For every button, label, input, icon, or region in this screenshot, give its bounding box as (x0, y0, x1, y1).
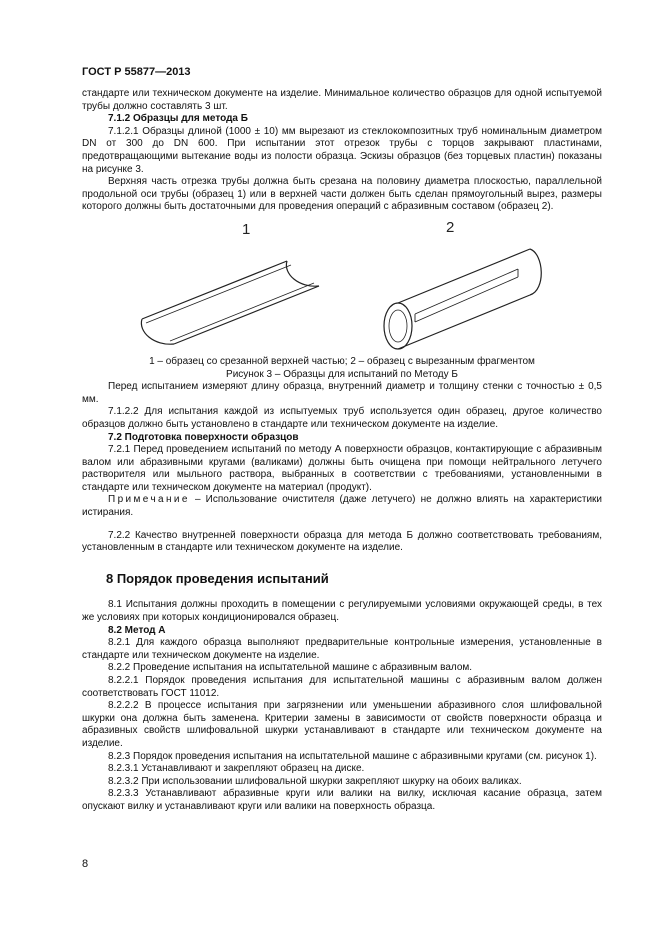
heading-section-8: 8 Порядок проведения испытаний (106, 570, 329, 586)
note-label: Примечание (108, 494, 190, 506)
paragraph-7-2-2: 7.2.2 Качество внутренней поверхности образца для метода Б должно соответствовать требованиям, установленным в стандарте или техническом документе на изделие. (82, 529, 602, 554)
paragraph-7-1-2-1: 7.1.2.1 Образцы длиной (1000 ± 10) мм вырезают из стеклокомпозитных труб номинальным диаметром DN от 300 до DN 600. При испытании этот отрезок трубы с торцов закрывают пластинами, предотвращающими вытекание воды из полости образца. Эскизы образцов (без торцевых пластин) показаны на рисунке 3. (82, 125, 602, 175)
paragraph-measure: Перед испытанием измеряют длину образца, внутренний диаметр и толщину стенки с точностью ± 0,5 мм. (82, 381, 602, 405)
note (82, 494, 602, 519)
heading-7-2: 7.2 Подготовка поверхности образцов (108, 431, 299, 443)
paragraph-8-2-3: 8.2.3 Порядок проведения испытания на испытательной машине с абразивными кругами (см. рисунок 1). (108, 750, 597, 762)
specimen-half-pipe (141, 261, 319, 344)
document-header: ГОСТ Р 55877—2013 (82, 66, 191, 78)
paragraph-8-2-3-3: 8.2.3.3 Устанавливают абразивные круги или валики на вилку, исключая касание образца, затем опускают вилку и устанавливают круги или валики на поверхность образца. (82, 788, 602, 812)
figure-label-2: 2 (446, 218, 455, 236)
paragraph-7-2-1: 7.2.1 Перед проведением испытаний по методу А поверхности образцов, контактирующие с абразивным валом или абразивными кругами (валиками) должны быть очищена при помощи нейтрального летучего растворителя или мыльного раствора, выбранных в соответствии с требованиями, установленными в стандарте или техническом документе на материал (продукт). (82, 444, 602, 493)
figure-label-1: 1 (242, 220, 251, 238)
paragraph-top-cut: Верхняя часть отрезка трубы должна быть срезана на половину диаметра плоскостью, параллельной продольной оси трубы (образец 1) или в верхней части должен быть сделан прямоугольный вырез, размеры которого должны быть достаточными для проведения операций с абразивным составом (образец 2). (82, 176, 602, 213)
paragraph-8-2-3-2: 8.2.3.2 При использовании шлифовальной шкурки закрепляют шкурку на обоих валиках. (108, 775, 522, 787)
heading-8-2: 8.2 Метод А (108, 624, 166, 636)
figure-3-drawing (82, 214, 602, 356)
paragraph-8-2-2-1: 8.2.2.1 Порядок проведения испытания для испытательной машины с абразивным валом должен соответствовать ГОСТ 11012. (82, 675, 602, 699)
note-text: – Использование очистителя (даже летучего) не должно влиять на характеристики истирания. (82, 494, 602, 519)
document-body (82, 88, 602, 814)
page-number: 8 (82, 858, 89, 870)
heading-7-1-2: 7.1.2 Образцы для метода Б (108, 113, 248, 125)
paragraph-8-2-1: 8.2.1 Для каждого образца выполняют предварительные контрольные измерения, установленные в стандарте или техническом документе на изделие. (82, 637, 602, 661)
figure-legend: 1 – образец со срезанной верхней частью; 2 – образец с вырезанным фрагментом (149, 355, 535, 367)
paragraph-8-2-3-1: 8.2.3.1 Устанавливают и закрепляют образец на диске. (108, 763, 365, 775)
paragraph-8-2-2-2: 8.2.2.2 В процессе испытания при загрязнении или уменьшении абразивного слоя шлифовальной шкурки она должна быть заменена. Критерии замены в зависимости от свойств поверхности образца и абразивных свойств шлифовальной шкурки устанавливают в стандарте или техническом документе на изделие. (82, 700, 602, 749)
paragraph-8-1: 8.1 Испытания должны проходить в помещении с регулируемыми условиями окружающей среды, в тех же условиях при которых кондиционировался образец. (82, 599, 602, 624)
paragraph-continued: стандарте или техническом документе на изделие. Минимальное количество образцов для одной испытуемой трубы должно составлять 3 шт. (82, 88, 602, 112)
paragraph-7-1-2-2: 7.1.2.2 Для испытания каждой из испытуемых труб используется один образец, другое количество образцов должно быть установлено в стандарте или техническом документе на изделие. (82, 406, 602, 430)
specimen-cut-pipe (384, 249, 541, 349)
figure-3 (82, 214, 602, 356)
figure-caption: Рисунок 3 – Образцы для испытаний по Методу Б (226, 368, 458, 380)
paragraph-8-2-2: 8.2.2 Проведение испытания на испытательной машине с абразивным валом. (108, 662, 473, 674)
